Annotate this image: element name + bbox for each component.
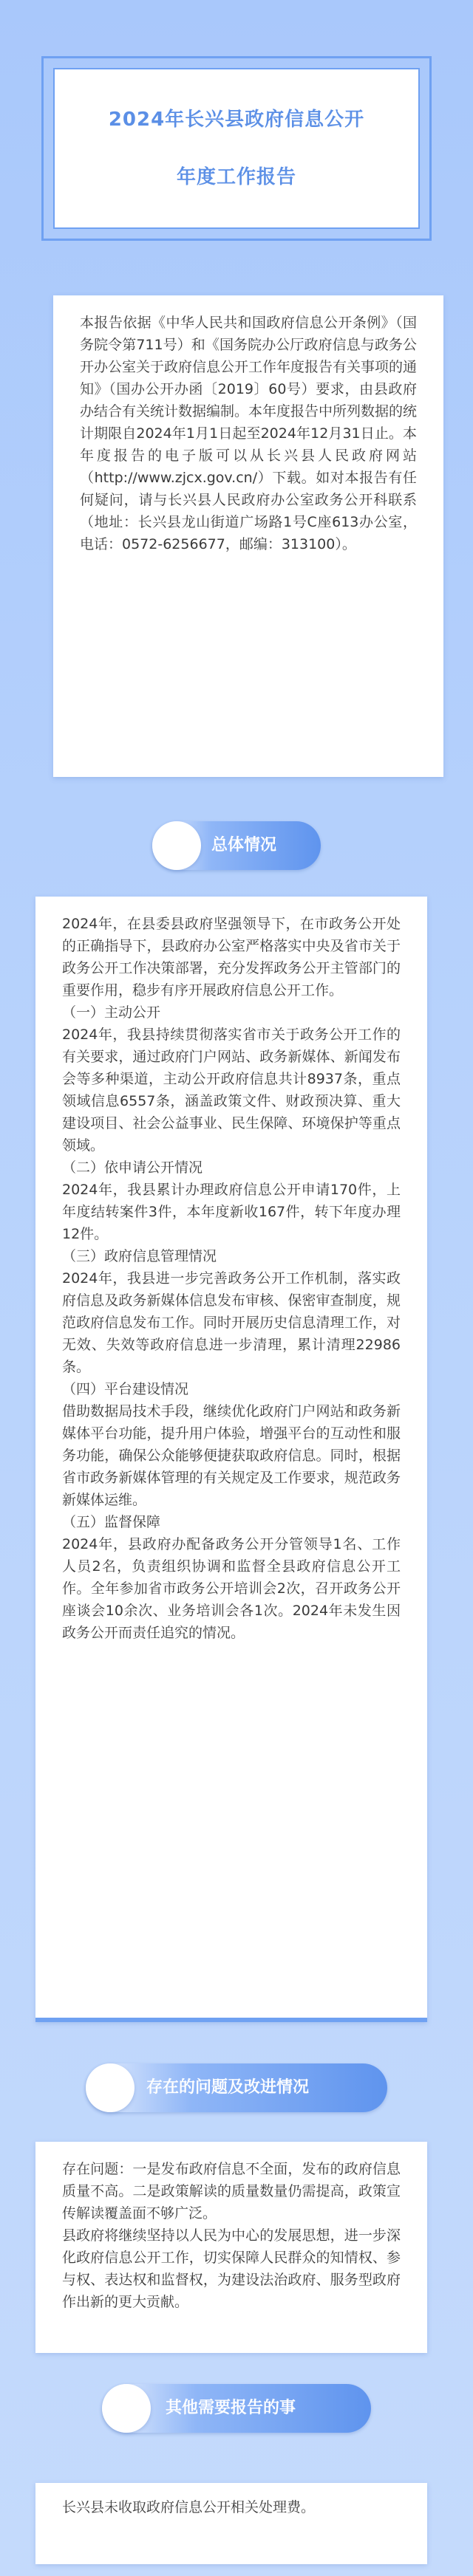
overview-paragraph: 2024年，我县累计办理政府信息公开申请170件，上年度结转案件3件，本年度新收167件，转下年度办理12件。 — [62, 1182, 401, 1242]
overview-subheading-application: （二）依申请公开情况 — [62, 1159, 203, 1176]
section-header-other — [102, 2384, 371, 2433]
section-circle-icon — [102, 2384, 151, 2433]
problems-card — [35, 2142, 427, 2353]
overview-paragraph: 2024年，县政府办配备政务公开分管领导1名、工作人员2名，负责组织协调和监督全县政府信息公开工作。全年参加省市政务公开培训会2次，召开政务公开座谈会10余次、业务培训会各1次。2024年未发生因政务公开而责任追究的情况。 — [62, 1536, 401, 1641]
other-card — [35, 2483, 427, 2564]
overview-subheading-supervision: （五）监督保障 — [62, 1514, 161, 1530]
section-circle-icon — [86, 2063, 135, 2112]
overview-card — [35, 897, 427, 2022]
report-title-line1: 2024年长兴县政府信息公开 — [108, 109, 365, 131]
title-frame — [53, 68, 420, 229]
problems-paragraph: 县政府将继续坚持以人民为中心的发展思想，进一步深化政府信息公开工作，切实保障人民群众的知情权、参与权、表达权和监督权，为建设法治政府、服务型政府作出新的更大贡献。 — [62, 2227, 401, 2310]
overview-paragraph: 2024年，我县持续贯彻落实省市关于政务公开工作的有关要求，通过政府门户网站、政务新媒体、新闻发布会等多种渠道，主动公开政府信息共计8937条，重点领域信息6557条，涵盖政策文件、财政预决算、重大建设项目、社会公益事业、民生保障、环境保护等重点领域。 — [62, 1027, 401, 1154]
overview-paragraph: 借助数据局技术手段，继续优化政府门户网站和政务新媒体平台功能，提升用户体验，增强平台的互动性和服务功能，确保公众能够便捷获取政府信息。同时，根据省市政务新媒体管理的有关规定及工作要求，规范政务新媒体运维。 — [62, 1403, 401, 1508]
overview-paragraph: 2024年，在县委县政府坚强领导下，在市政务公开处的正确指导下，县政府办公室严格落实中央及省市关于政务公开工作决策部署，充分发挥政务公开主管部门的重要作用，稳步有序开展政府信息公开工作。 — [62, 916, 401, 998]
section-title-problems: 存在的问题及改进情况 — [146, 2078, 310, 2097]
overview-subheading-active: （一）主动公开 — [62, 1004, 161, 1021]
section-circle-icon — [152, 821, 201, 870]
section-title-overview: 总体情况 — [211, 836, 277, 854]
overview-subheading-platform: （四）平台建设情况 — [62, 1381, 189, 1397]
other-paragraph: 长兴县未收取政府信息公开相关处理费。 — [62, 2499, 316, 2515]
intro-card — [53, 295, 443, 777]
problems-paragraph: 存在问题：一是发布政府信息不全面，发布的政府信息质量不高。二是政策解读的质量数量仍需提高，政策宣传解读覆盖面不够广泛。 — [62, 2161, 401, 2222]
overview-subheading-management: （三）政府信息管理情况 — [62, 1248, 217, 1264]
section-header-overview — [152, 821, 321, 870]
report-title-line2: 年度工作报告 — [176, 166, 296, 188]
overview-paragraph: 2024年，我县进一步完善政务公开工作机制，落实政府信息及政务新媒体信息发布审核、保密审查制度，规范政府信息发布工作。同时开展历史信息清理工作，对无效、失效等政府信息进一步清理，累计清理22986条。 — [62, 1270, 401, 1375]
section-header-problems — [86, 2063, 387, 2112]
intro-paragraph: 本报告依据《中华人民共和国政府信息公开条例》（国务院令第711号）和《国务院办公厅政府信息与政务公开办公室关于政府信息公开工作年度报告有关事项的通知》（国办公开办函〔2019〕60号）要求，由县政府办结合有关统计数据编制。本年度报告中所列数据的统计期限自2024年1月1日起至2024年12月31日止。本年度报告的电子版可以从长兴县人民政府网站（http://www.zjcx.gov.cn/）下载。如对本报告有任何疑问，请与长兴县人民政府办公室政务公开科联系（地址：长兴县龙山街道广场路1号C座613办公室，电话：0572-6256677，邮编：313100）。 — [80, 315, 418, 552]
section-title-other: 其他需要报告的事 — [166, 2399, 296, 2417]
